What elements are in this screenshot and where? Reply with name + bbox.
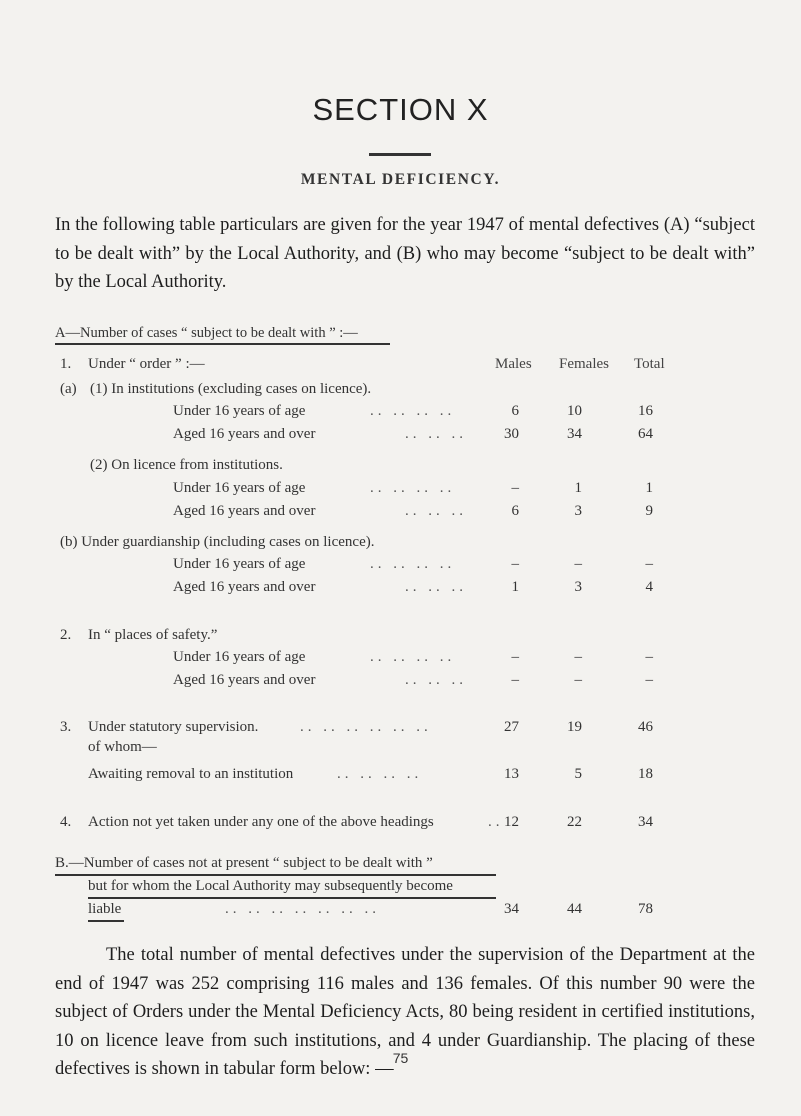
a-label: (a) — [60, 381, 77, 397]
row-label: Aged 16 years and over — [173, 579, 316, 595]
section-b-underline — [88, 920, 124, 922]
item3-sub-label: of whom— — [88, 739, 157, 755]
cell-males: 30 — [504, 426, 519, 442]
row-label: Aged 16 years and over — [173, 503, 316, 519]
cell-males: 6 — [511, 403, 519, 419]
cell-males: – — [511, 649, 519, 665]
cell-total: 1 — [645, 480, 653, 496]
item2-number: 2. — [60, 627, 72, 643]
section-title: SECTION X — [312, 92, 489, 127]
col-males-header: Males — [495, 356, 532, 372]
leader-dots: .. .. .. .. — [337, 766, 423, 782]
cell-males: – — [511, 480, 519, 496]
cell-females: 3 — [574, 503, 582, 519]
cell-males: 13 — [504, 766, 519, 782]
row-label: Under 16 years of age — [173, 649, 306, 665]
section-b-line3: liable — [88, 901, 122, 917]
cell-total: 4 — [645, 579, 653, 595]
a2-label: (2) On licence from institutions. — [90, 457, 283, 473]
cell-females: – — [574, 556, 582, 572]
cell-total: – — [645, 672, 653, 688]
cell-males: 6 — [511, 503, 519, 519]
row-label: Aged 16 years and over — [173, 426, 316, 442]
row-label: Awaiting removal to an institution — [88, 766, 294, 782]
cell-total: 78 — [638, 901, 653, 917]
cell-total: – — [645, 556, 653, 572]
row-label: Under 16 years of age — [173, 480, 306, 496]
cell-total: 18 — [638, 766, 653, 782]
cell-total: – — [645, 649, 653, 665]
cell-females: – — [574, 672, 582, 688]
section-a-heading: A—Number of cases “ subject to be dealt with ” :— — [55, 325, 358, 341]
cell-males: – — [511, 672, 519, 688]
item2-label: In “ places of safety.” — [88, 627, 218, 643]
section-a-underline — [55, 343, 390, 345]
leader-dots: .. .. .. — [405, 579, 467, 595]
item4-number: 4. — [60, 814, 72, 830]
cell-total: 34 — [638, 814, 653, 830]
col-females-header: Females — [559, 356, 609, 372]
intro-paragraph: In the following table particulars are given for the year 1947 of mental defectives (A) “subject to be dealt with” by the Local Authority, and (B) who may become “subject to be dealt with” by the Local Authority. — [55, 215, 755, 292]
cell-females: 34 — [567, 426, 582, 442]
cell-total: 46 — [638, 719, 653, 735]
row-label: Aged 16 years and over — [173, 672, 316, 688]
leader-dots: .. .. .. .. — [370, 403, 456, 419]
leader-dots: .. .. .. .. — [370, 480, 456, 496]
cell-males: 12 — [504, 814, 519, 830]
closing-paragraph: The total number of mental defectives under the supervision of the Department at the end of 1947 was 252 comprising 116 males and 136 females. Of this number 90 were the subject of Orders under the Mental Deficiency Acts, 80 being resident in certified institutions, 10 on licence leave from such institutions, and 4 under Guardianship. The placing of these defectives is shown in tabular form below: — — [55, 945, 755, 1079]
page-number: 75 — [392, 1050, 409, 1066]
cell-females: 3 — [574, 579, 582, 595]
a1-label: (1) In institutions (excluding cases on licence). — [90, 381, 372, 397]
leader-dots: .. .. .. .. — [370, 649, 456, 665]
item3-label: Under statutory supervision. — [88, 719, 259, 735]
item4-label: Action not yet taken under any one of the above headings — [88, 814, 434, 830]
cell-females: 1 — [574, 480, 582, 496]
cell-females: 19 — [567, 719, 582, 735]
item1-label: Under “ order ” :— — [88, 356, 205, 372]
item3-number: 3. — [60, 719, 72, 735]
section-b-heading: B.—Number of cases not at present “ subject to be dealt with ” — [55, 855, 433, 871]
leader-dots: .. — [488, 814, 504, 830]
leader-dots: .. .. .. — [405, 426, 467, 442]
leader-dots: .. .. .. — [405, 672, 467, 688]
b-label: (b) Under guardianship (including cases on licence). — [60, 534, 375, 550]
title-rule — [369, 153, 431, 156]
section-b-line2: but for whom the Local Authority may subsequently become — [88, 878, 453, 894]
section-b-underline — [55, 874, 496, 876]
cell-males: – — [511, 556, 519, 572]
section-b-underline — [88, 897, 496, 899]
leader-dots: .. .. .. .. — [370, 556, 456, 572]
cell-males: 1 — [511, 579, 519, 595]
subtitle: MENTAL DEFICIENCY. — [300, 171, 501, 188]
leader-dots: .. .. .. .. .. .. .. — [225, 901, 380, 917]
cell-females: 22 — [567, 814, 582, 830]
leader-dots: .. .. .. .. .. .. — [300, 719, 432, 735]
cell-females: 10 — [567, 403, 582, 419]
cell-total: 9 — [645, 503, 653, 519]
cell-females: – — [574, 649, 582, 665]
cell-females: 5 — [574, 766, 582, 782]
cell-total: 64 — [638, 426, 653, 442]
col-total-header: Total — [634, 356, 665, 372]
cell-females: 44 — [567, 901, 582, 917]
leader-dots: .. .. .. — [405, 503, 467, 519]
item1-number: 1. — [60, 356, 72, 372]
cell-total: 16 — [638, 403, 653, 419]
row-label: Under 16 years of age — [173, 556, 306, 572]
cell-males: 34 — [504, 901, 519, 917]
cell-males: 27 — [504, 719, 519, 735]
row-label: Under 16 years of age — [173, 403, 306, 419]
